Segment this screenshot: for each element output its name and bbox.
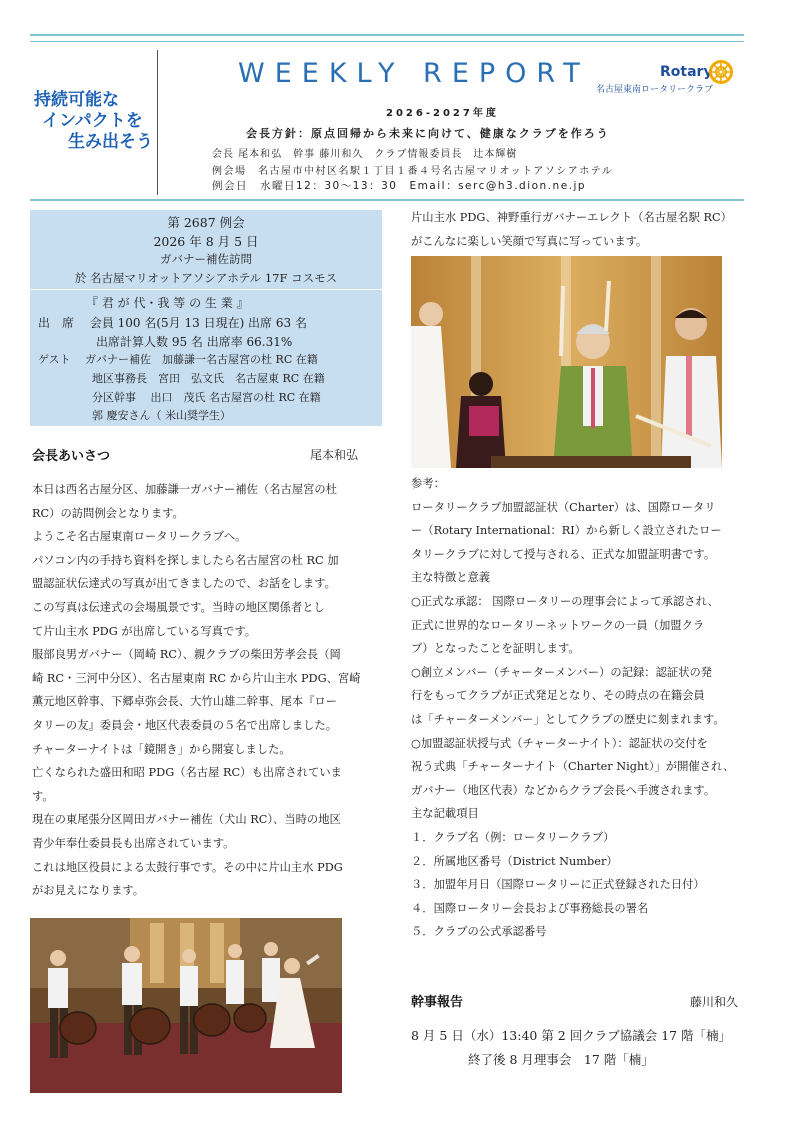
rotary-wheel-icon <box>709 60 733 84</box>
reference-line: ロータリークラブ加盟認証状（Charter）は、国際ロータリ <box>411 500 716 514</box>
guest-line: 地区事務長 宮田 弘文氏 名古屋東 RC 在籍 <box>92 372 325 385</box>
body-line: 服部良男ガバナー（岡崎 RC）、親クラブの柴田芳孝会長（岡 <box>32 648 341 662</box>
meeting-venue: 例会場 名古屋市中村区名駅１丁目１番４号名古屋マリオットアソシアホテル <box>212 166 614 177</box>
header-rule-top <box>30 34 744 36</box>
reference-line: 行をもってクラブが正式発足となり、その時点の在籍会員 <box>411 689 705 703</box>
body-line: がお見えになります。 <box>32 884 145 898</box>
slogan-line-3: 生み出そう <box>68 132 153 152</box>
president-body <box>32 478 384 903</box>
body-line: 亡くなられた盛田和昭 PDG（名古屋 RC）も出席されていま <box>32 766 342 780</box>
reference-line: ガバナー（地区代表）などからクラブ会長へ手渡されます。 <box>411 783 716 797</box>
officers: 会長 尾本和弘 幹事 藤川和久 クラブ情報委員長 辻本輝樹 <box>212 149 518 160</box>
body-line: 薫元地区幹事、下郷卓弥会長、大竹山雄二幹事、尾本『ロー <box>32 695 338 709</box>
body-line: この写真は伝達式の会場風景です。当時の地区関係者とし <box>32 600 325 614</box>
meeting-date: 2026 年 8 月 5 日 <box>153 234 259 249</box>
president-author: 尾本和弘 <box>310 448 359 462</box>
meeting-day-email: 例会日 水曜日12：30～13：30 Email：serc@h3.dion.ne.jp <box>212 180 587 192</box>
secretary-line-2: 終了後 8 月理事会 17 階「楠」 <box>468 1052 654 1067</box>
taiko-closeup-photo <box>411 256 722 468</box>
reference-line: ５．クラブの公式承認番号 <box>411 925 547 939</box>
body-line: RC）の訪問例会となります。 <box>32 506 184 520</box>
reference-line: 主な記載項目 <box>411 807 479 821</box>
guest-line: ゲスト ガバナー補佐 加藤謙一名古屋宮の杜 RC 在籍 <box>38 353 318 366</box>
page-title: WEEKLY REPORT <box>238 58 590 89</box>
slogan-line-1: 持続可能な <box>34 90 119 110</box>
caption-line: がこんなに楽しい笑顔で写真に写っています。 <box>411 234 648 248</box>
logo-word: Rotary <box>660 64 713 80</box>
secretary-line-1: 8 月 5 日（水）13:40 第 2 回クラブ協議会 17 階「楠」 <box>411 1028 732 1043</box>
guest-line: 分区幹事 出口 茂氏 名古屋宮の杜 RC 在籍 <box>92 391 321 404</box>
meeting-info-top <box>30 210 382 290</box>
meeting-song: 『 君 が 代・我 等 の 生 業 』 <box>86 296 249 310</box>
reference-line: ○創立メンバー（チャーターメンバー）の記録：認証状の発 <box>411 665 713 679</box>
reference-line: 主な特徴と意義 <box>411 571 491 585</box>
club-name: 名古屋東南ロータリークラブ <box>596 85 714 95</box>
reference-line: ２．所属地区番号（District Number） <box>411 854 618 868</box>
slogan <box>34 90 154 153</box>
reference-line: １．クラブ名（例：ロータリークラブ） <box>411 830 615 844</box>
body-line: 現在の東尾張分区岡田ガバナー補佐（犬山 RC）、当時の地区 <box>32 813 341 827</box>
header-divider <box>157 50 158 195</box>
body-line: て片山主水 PDG が出席している写真です。 <box>32 624 257 638</box>
body-line: 盟認証状伝達式の写真が出てきましたので、お話をします。 <box>32 577 336 591</box>
body-line: チャーターナイトは「鏡開き」から開宴しました。 <box>32 742 291 756</box>
reference-line: 祝う式典「チャーターナイト（Charter Night）」が開催され、 <box>411 760 735 774</box>
rotary-logo <box>596 58 736 94</box>
body-line: これは地区役員による太鼓行事です。その中に片山主水 PDG <box>32 860 343 874</box>
body-line: 本日は西名古屋分区、加藤謙一ガバナー補佐（名古屋宮の杜 <box>32 483 338 496</box>
meeting-place: 於 名古屋マリオットアソシアホテル 17F コスモス <box>74 271 338 285</box>
president-section-title: 会長あいさつ <box>32 449 111 464</box>
reference-line: ー（Rotary International：RI）から新しく設立されたロー <box>411 524 722 538</box>
header-rule-bottom <box>30 199 744 201</box>
reference-line: ４．国際ロータリー会長および事務総長の署名 <box>411 901 649 915</box>
guest-line: 郭 慶安さん（ 米山奨学生） <box>92 409 231 422</box>
body-line: パソコン内の手持ち資料を探しましたら名古屋宮の杜 RC 加 <box>32 553 339 567</box>
caption-line: 片山主水 PDG、神野重行ガバナーエレクト（名古屋名駅 RC） <box>411 211 732 224</box>
reference-line: は「チャーターメンバー」としてクラブの歴史に刻まれます。 <box>411 712 725 726</box>
body-line: タリーの友』委員会・地区代表委員の５名で出席しました。 <box>32 718 338 732</box>
secretary-author: 藤川和久 <box>690 995 739 1009</box>
reference-line: ブ）となったことを証明します。 <box>411 642 580 656</box>
president-policy: 会長方針：原点回帰から未来に向けて、健康なクラブを作ろう <box>246 127 610 140</box>
photo-caption <box>411 206 756 253</box>
header-rule-top-thin <box>30 41 744 42</box>
meeting-event: ガバナー補佐訪問 <box>160 252 252 266</box>
reference-line: ○加盟認証状授与式（チャーターナイト）：認証状の交付を <box>411 736 708 750</box>
reference-line: タリークラブに対して授与される、正式な加盟証明書です。 <box>411 547 716 561</box>
attendance-line-2: 出席計算人数 95 名 出席率 66.31% <box>96 335 293 349</box>
fiscal-year: 2026-2027年度 <box>386 108 499 119</box>
body-line: 崎 RC・三河中分区）、名古屋東南 RC から片山主水 PDG、宮崎 <box>32 671 361 685</box>
body-line: 青少年奉仕委員長も出席されています。 <box>32 836 235 850</box>
reference-line: ○正式な承認： 国際ロータリーの理事会によって承認され、 <box>411 594 719 608</box>
body-line: ようこそ名古屋東南ロータリークラブへ。 <box>32 530 247 544</box>
reference-line: 正式に世界的なロータリーネットワークの一員（加盟クラ <box>411 618 705 632</box>
charter-reference <box>411 472 756 944</box>
body-line: す。 <box>32 789 54 803</box>
meeting-number: 第 2687 例会 <box>167 215 245 230</box>
reference-line: ３．加盟年月日（国際ロータリーに正式登録された日付） <box>411 878 705 892</box>
taiko-group-photo <box>30 918 342 1093</box>
meeting-info-box <box>30 210 382 426</box>
reference-line: 参考： <box>411 477 445 490</box>
slogan-line-2: インパクトを <box>42 111 143 131</box>
attendance-line-1: 出 席 会員 100 名(5月 13 日現在) 出席 63 名 <box>38 316 307 330</box>
secretary-section-title: 幹事報告 <box>411 995 464 1010</box>
